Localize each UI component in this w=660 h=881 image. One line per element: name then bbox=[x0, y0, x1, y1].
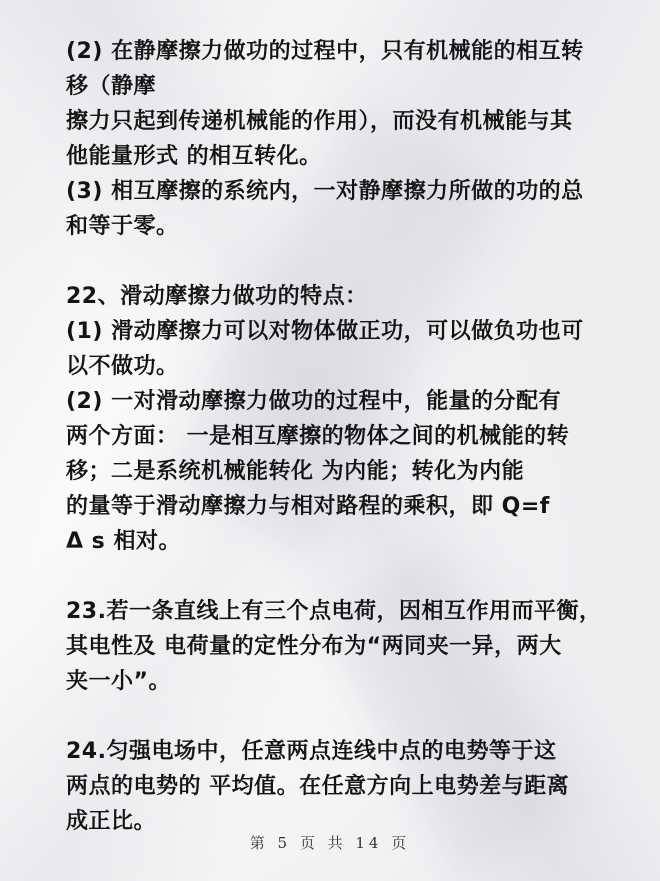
text-line: 其电性及 电荷量的定性分布为“两同夹一异，两大 bbox=[66, 634, 562, 659]
document-body bbox=[66, 34, 626, 839]
text-line: 成正比。 bbox=[66, 809, 157, 834]
text-line: 移（静摩 bbox=[66, 74, 157, 99]
text-line: 和等于零。 bbox=[66, 214, 179, 239]
text-line: 两个方面： 一是相互摩擦的物体之间的机械能的转 bbox=[66, 424, 570, 449]
text-line: 擦力只起到传递机械能的作用），而没有机械能与其 bbox=[66, 109, 573, 134]
text-line: 两点的电势的 平均值。在任意方向上电势差与距离 bbox=[66, 774, 570, 799]
text-line: (2) 在静摩擦力做功的过程中，只有机械能的相互转 bbox=[66, 39, 584, 64]
section-heading: 22、滑动摩擦力做功的特点： bbox=[66, 284, 368, 309]
text-line: (2) 一对滑动摩擦力做功的过程中，能量的分配有 bbox=[66, 389, 562, 414]
page-number: 第 5 页 共 14 页 bbox=[249, 834, 411, 852]
text-line: 23.若一条直线上有三个点电荷，因相互作用而平衡， bbox=[66, 599, 602, 624]
text-line: 以不做功。 bbox=[66, 354, 179, 379]
text-line: 24.匀强电场中，任意两点连线中点的电势等于这 bbox=[66, 739, 557, 764]
paragraph-gap bbox=[66, 244, 626, 279]
paragraph-gap bbox=[66, 699, 626, 734]
text-line: (3) 相互摩擦的系统内，一对静摩擦力所做的功的总 bbox=[66, 179, 584, 204]
text-line: 夹一小”。 bbox=[66, 669, 171, 694]
text-line: Δ s 相对。 bbox=[66, 529, 181, 554]
text-line: (1) 滑动摩擦力可以对物体做正功，可以做负功也可 bbox=[66, 319, 584, 344]
text-line: 的量等于滑动摩擦力与相对路程的乘积，即 Q=f bbox=[66, 494, 550, 519]
text-line: 他能量形式 的相互转化。 bbox=[66, 144, 322, 169]
text-line: 移；二是系统机械能转化 为内能；转化为内能 bbox=[66, 459, 525, 484]
paragraph-gap bbox=[66, 559, 626, 594]
